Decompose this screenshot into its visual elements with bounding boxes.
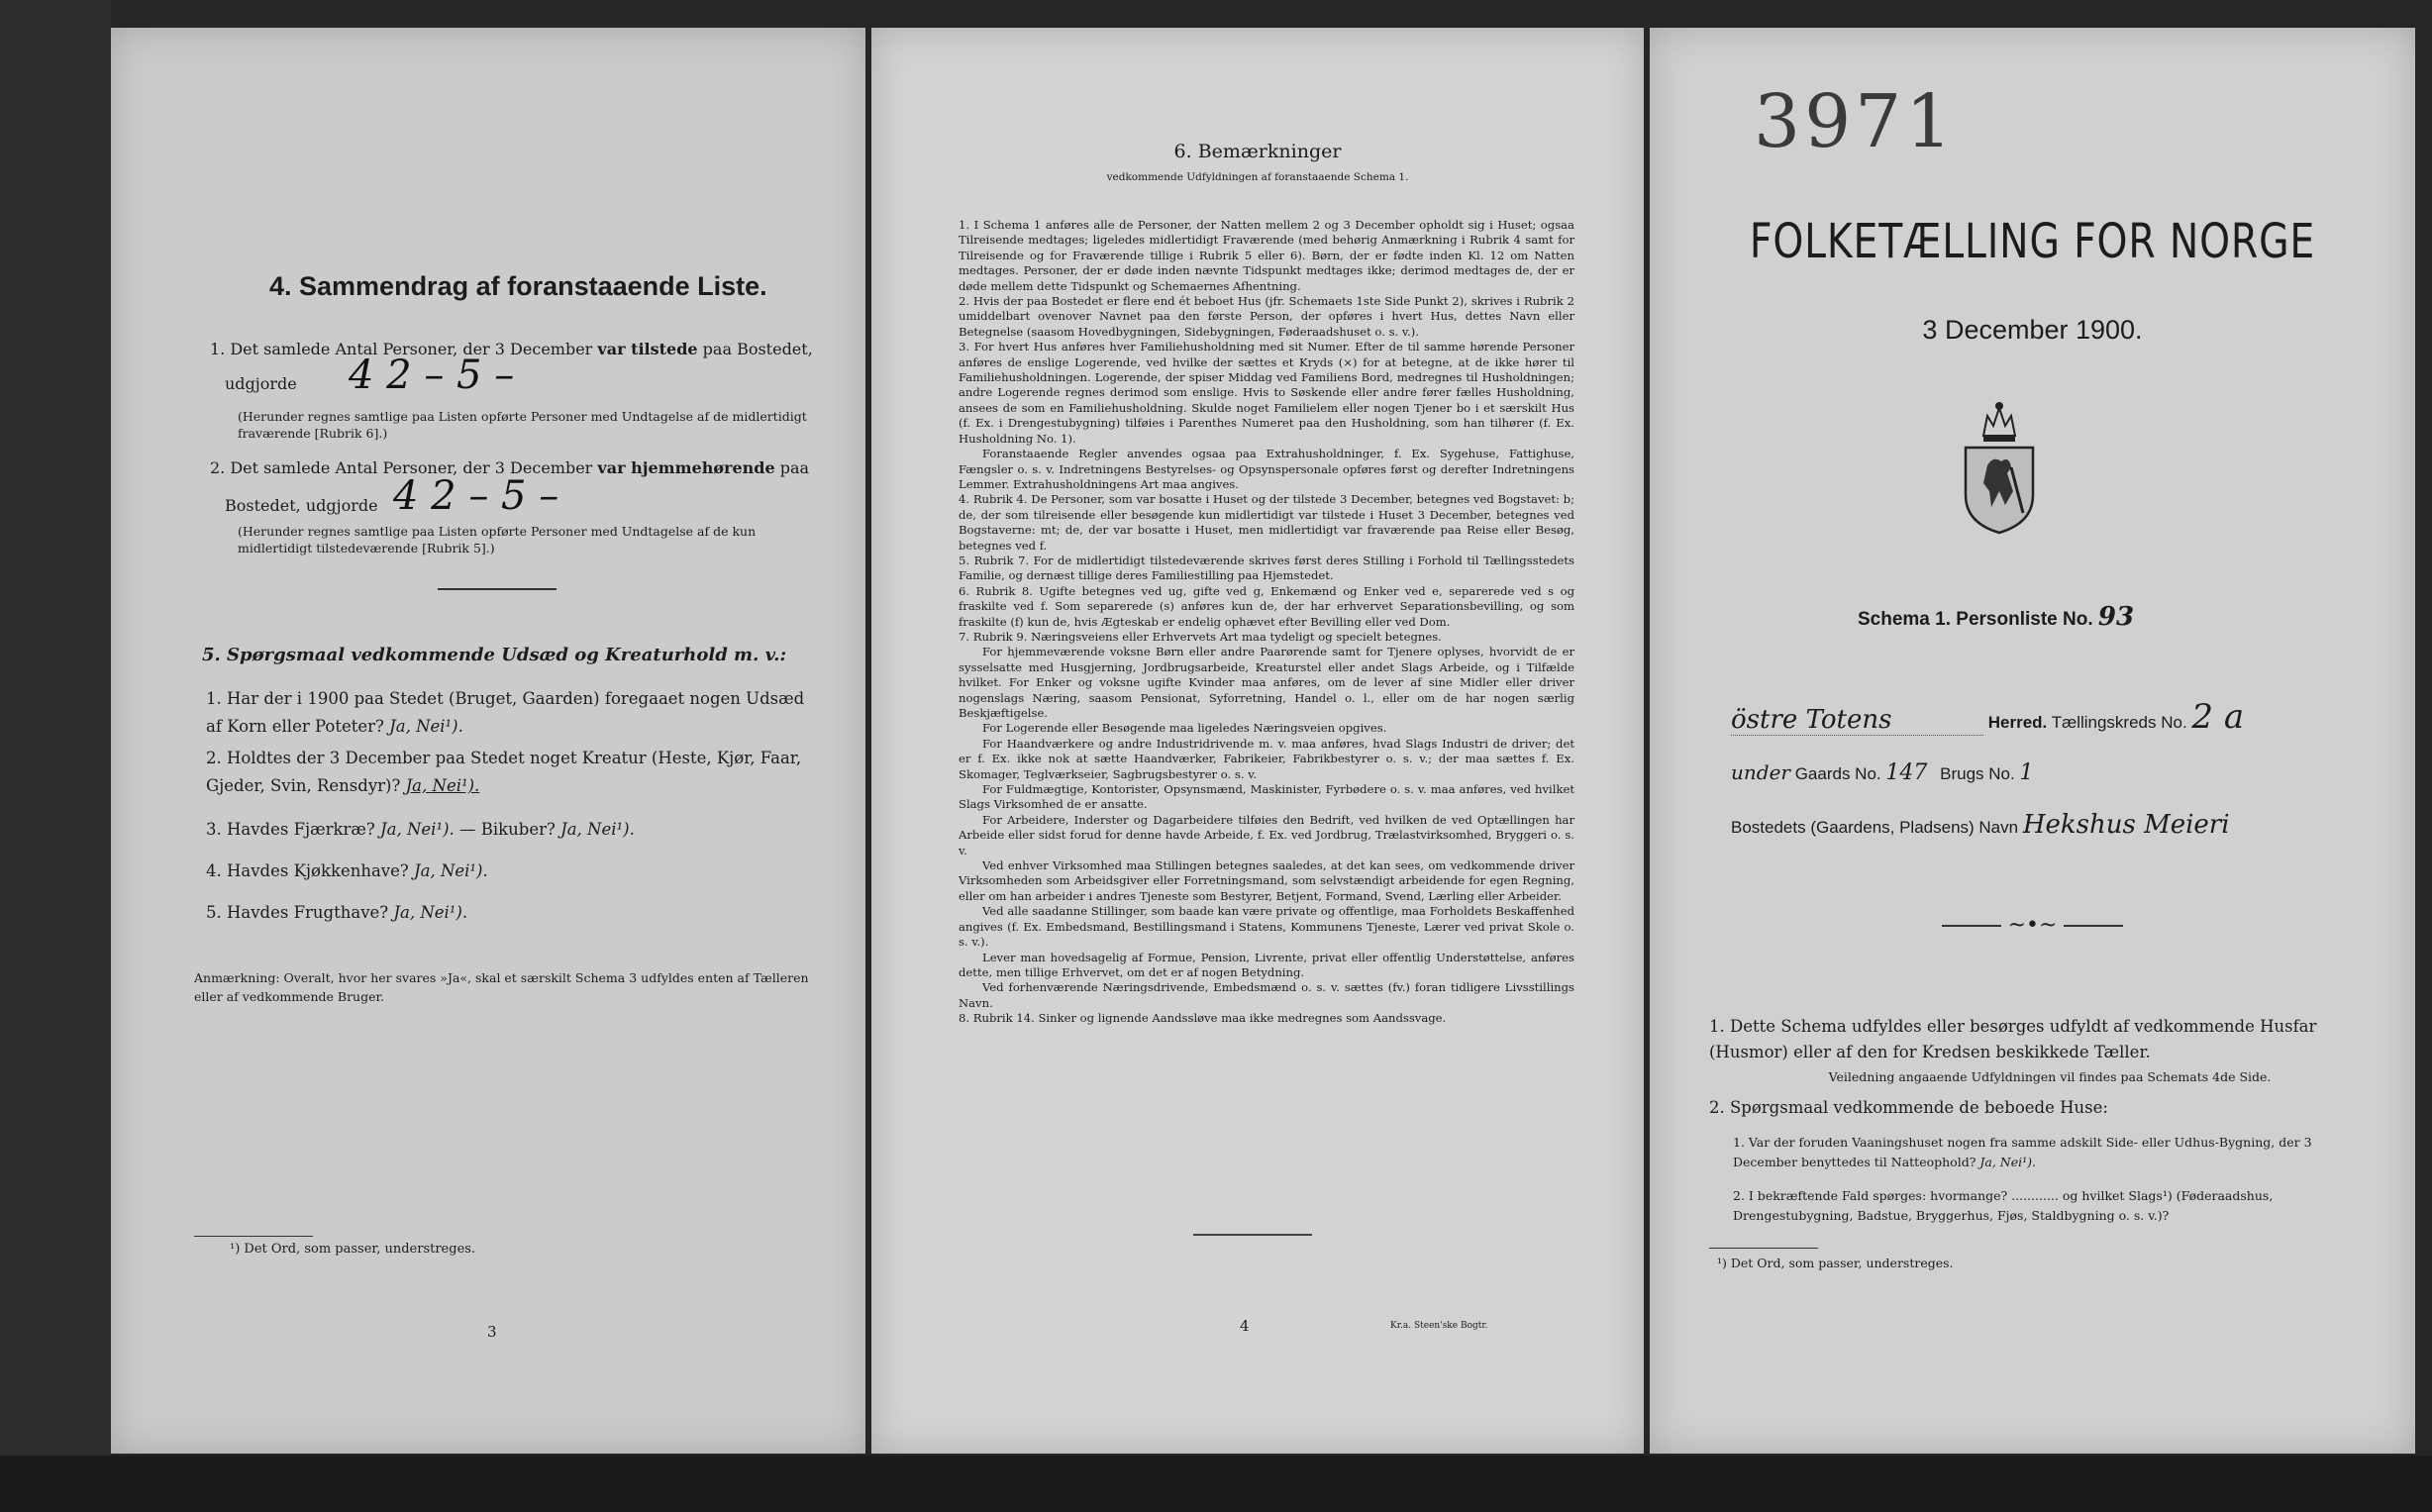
livestock-question: 2. Holdtes der 3 December paa Stedet noget Kreatur (Heste, Kjør, Faar, Gjeder, Svin, Rensdyr)? Ja, Nei¹). — [206, 749, 802, 795]
crop-question: 1. Har der i 1900 paa Stedet (Bruget, Gaarden) foregaaet nogen Udsæd af Korn eller Poteter? Ja, Nei¹). — [206, 689, 805, 736]
remark-paragraph: Ved forhenværende Næringsdrivende, Embedsmænd o. s. v. sættes (fv.) foran tidligere Livsstillings Navn. — [959, 980, 1574, 1010]
remarks-body — [959, 218, 1574, 1027]
page-three — [111, 28, 865, 1454]
remark-paragraph: 6. Rubrik 8. Ugifte betegnes ved ug, gifte ved g, Enkemænd og Enker ved e, separerede ved s og fraskilte ved f. Som separerede (s) anføres kun de, der har erhvervet Separationsbevilling, og som fraskilte (f) kun de, hvis Ægteskab er endelig ophævet efter Bevilling eller ved Dom. — [959, 583, 1574, 629]
residence-name-line: Bostedets (Gaardens, Pladsens) Navn Hekshus Meieri — [1731, 810, 2230, 840]
section-5-heading: 5. Spørgsmaal vedkommende Udsæd og Kreaturhold m. v.: — [202, 645, 787, 665]
remark-paragraph: 5. Rubrik 7. For de midlertidigt tilstedeværende skrives først deres Stilling i Forhold til Tællingsstedets Familie, og dernæst tillige deres Familiestilling paa Hjemstedet. — [959, 553, 1574, 583]
under-handwritten: under — [1731, 760, 1790, 784]
section-4-heading: 4. Sammendrag af foranstaaende Liste. — [269, 271, 767, 301]
remark-paragraph: 1. I Schema 1 anføres alle de Personer, der Natten mellem 2 og 3 December opholdt sig i Huset; ogsaa Tilreisende medtages; ligeledes midlertidigt Fraværende (med behørig Anmærkning i Rubrik 4 samt for Tilreisende og for Fraværende tillige i Rubrik 5 eller 6). Børn, der er fødte inden Kl. 12 om Natten medtages. Personer, der er døde inden nævnte Tidspunkt medtages ikke; derimod medtages de, der er døde mellem dette Tidspunkt og Schemaernes Afhentning. — [959, 218, 1574, 293]
orchard-question: 5. Havdes Frugthave? Ja, Nei¹). — [206, 903, 468, 922]
remark-note: Anmærkning: Overalt, hvor her svares »Ja«, skal et særskilt Schema 3 udfyldes enten af Tælleren eller af vedkommende Bruger. — [194, 970, 809, 1004]
census-date: 3 December 1900. — [1922, 315, 2143, 345]
remark-paragraph: 2. Hvis der paa Bostedet er flere end ét beboet Hus (jfr. Schemaets 1ste Side Punkt 2), skrives i Rubrik 2 umiddelbart ovenover Navnet paa den første Person, der opføres i hvert Hus, dettes Navn eller Betegnelse (saasom Hovedbygningen, Sidebygningen, Føderaadshuset o. s. v.). — [959, 294, 1574, 339]
summary-note-1: (Herunder regnes samtlige paa Listen opførte Personer med Undtagelse af de midlertidigt fraværende [Rubrik 6].) — [238, 409, 807, 441]
list-number-handwritten: 93 — [2097, 602, 2135, 632]
district-number-handwritten: 2 a — [2191, 697, 2245, 737]
summary-question-2: 2. Det samlede Antal Personer, der 3 December var hjemmehørende paa — [210, 458, 810, 477]
ornament-divider: ~•~ — [1650, 913, 2415, 938]
summary-udgjorde-label: udgjorde — [225, 374, 297, 393]
holding-number-handwritten: 1 — [2019, 760, 2034, 785]
page-number-3: 3 — [487, 1323, 497, 1341]
norway-coat-of-arms — [1960, 396, 2039, 539]
herred-handwritten: östre Totens — [1731, 705, 1983, 736]
document-title: FOLKETÆLLING FOR NORGE — [1749, 214, 2316, 269]
summary-bostedet-label: Bostedet, udgjorde — [225, 496, 378, 515]
coat-of-arms-icon — [1960, 396, 2039, 535]
poultry-question: 3. Havdes Fjærkræ? Ja, Nei¹). — Bikuber? Ja, Nei¹). — [206, 820, 635, 839]
remark-paragraph: Ved enhver Virksomhed maa Stillingen betegnes saaledes, at det kan sees, om vedkommende driver Virksomheden som Arbeidsgiver eller Forretningsmand, som selvstændigt arbeidende for egen Regning, eller om han arbeider i andres Tjeneste som Bestyrer, Betjent, Formand, Svend, Lærling eller Arbeider. — [959, 858, 1574, 903]
residence-name-handwritten: Hekshus Meieri — [2022, 810, 2230, 840]
page-one — [1650, 28, 2415, 1454]
page-number-4: 4 — [1240, 1317, 1250, 1335]
remark-paragraph: For hjemmeværende voksne Børn eller andre Paarørende samt for Tjenere oplyses, hvorvidt de er sysselsatte med Husgjerning, Jordbrugsarbeide, Kreaturstel eller andet Slags Arbeide, og i Tilfælde hvilket. For Enker og voksne ugifte Kvinder maa anføres, om de lever af sine Midler eller driver nogenslags Næring, saasom Pensionat, Syforretning, Handel o. l., eller om de har nogen særlig Beskjæftigelse. — [959, 645, 1574, 720]
remark-paragraph: Foranstaaende Regler anvendes ogsaa paa Extrahusholdninger, f. Ex. Sygehuse, Fattighuse, Fængsler o. s. v. Indretningens Bestyrelses- og Opsynspersonale opføres først og derefter Indretningens Lemmer. Extrahusholdningens Art maa angives. — [959, 447, 1574, 491]
remark-paragraph: 4. Rubrik 4. De Personer, som var bosatte i Huset og der tilstede 3 December, betegnes ved Bogstavet: b; de, der som tilreisende eller besøgende kun midlertidigt var tilstede i Huset 3 December, betegnes ved Bogstaverne: mt; de, der var bosatte i Huset, men midlertidigt var fraværende paa Reise eller Besøg, betegnes ved f. — [959, 492, 1574, 553]
schema-label: Schema 1. Personliste No. 93 — [1858, 602, 2135, 632]
instruction-2: 2. Spørgsmaal vedkommende de beboede Huse: — [1709, 1098, 2108, 1117]
building-question-1: 1. Var der foruden Vaaningshuset nogen fra samme adskilt Side- eller Udhus-Bygning, der 3 December benyttedes til Natteophold? Ja, Nei¹). — [1733, 1135, 2312, 1169]
scanner-background-left — [0, 0, 111, 1512]
printer-imprint: Kr.a. Steen'ske Bogtr. — [1390, 1321, 1488, 1331]
remark-paragraph: Lever man hovedsagelig af Formue, Pension, Livrente, privat eller offentlig Understøttelse, anføres dette, men tillige Erhvervet, om det er af nogen Betydning. — [959, 950, 1574, 979]
remark-paragraph: 3. For hvert Hus anføres hver Familiehusholdning med sit Numer. Efter de til samme hørende Personer anføres de enslige Logerende, ved hvilke der sættes et Kryds (×) for at betegne, at de ikke hører til Familiehusholdningen. Logerende, der spiser Middag ved Familiens Bord, medregnes til Husholdningen; andre Logerende regnes derimod som enslige. Hvis to Søskende eller andre fører fælles Husholdning, ansees de som en Familiehusholdning. Skulde noget Familielem eller nogen Tjener bo i et særskilt Hus (f. Ex. i Drengestubygning) tilføies i Parenthes Numeret paa den Husholdning, som han tilhører (f. Ex. Husholdning No. 1). — [959, 340, 1574, 446]
remarks-title: 6. Bemærkninger — [1173, 141, 1342, 162]
page-3-footnote: ¹) Det Ord, som passer, understreges. — [230, 1242, 476, 1257]
summary-question-1: 1. Det samlede Antal Personer, der 3 December var tilstede paa Bostedet, — [210, 340, 813, 358]
remark-paragraph: For Arbeidere, Inderster og Dagarbeidere tilføies den Bedrift, ved hvilken de ved Optællingen har Arbeide eller sidst forud for denne havde Arbeide, f. Ex. ved Jordbrug, Trælastvirksomhed, Bryggeri o. s. v. — [959, 812, 1574, 857]
present-count-handwritten: 4 2 – 5 – — [349, 353, 515, 398]
page-four — [871, 28, 1644, 1454]
footnote-rule — [1709, 1248, 1818, 1249]
resident-count-handwritten: 4 2 – 5 – — [393, 473, 559, 519]
footnote-rule — [194, 1236, 313, 1237]
instruction-1-note: Veiledning angaaende Udfyldningen vil findes paa Schemats 4de Side. — [1828, 1069, 2272, 1084]
instruction-1: 1. Dette Schema udfyldes eller besørges udfyldt af vedkommende Husfar (Husmor) eller af den for Kredsen beskikkede Tæller. — [1709, 1017, 2317, 1061]
summary-note-2: (Herunder regnes samtlige paa Listen opførte Personer med Undtagelse af de kun midlertidigt tilstedeværende [Rubrik 5].) — [238, 524, 757, 555]
farm-number-handwritten: 147 — [1885, 760, 1928, 785]
remark-paragraph: For Logerende eller Besøgende maa ligeledes Næringsveien opgives. — [982, 721, 1387, 736]
remark-paragraph: For Fuldmægtige, Kontorister, Opsynsmænd, Maskinister, Fyrbødere o. s. v. maa anføres, ved hvilket Slags Virksomhed de er ansatte. — [959, 782, 1574, 812]
scanner-background-bottom — [0, 1456, 2432, 1512]
farm-number-line: under Gaards No. 147 Brugs No. 1 — [1731, 760, 2034, 785]
archive-number-handwritten: 3971 — [1754, 79, 1957, 164]
kitchen-garden-question: 4. Havdes Kjøkkenhave? Ja, Nei¹). — [206, 861, 488, 880]
page-1-footnote: ¹) Det Ord, som passer, understreges. — [1717, 1256, 1954, 1270]
remarks-subtitle: vedkommende Udfyldningen af foranstaaende Schema 1. — [1106, 171, 1409, 183]
building-question-2: 2. I bekræftende Fald spørges: hvormange? ............ og hvilket Slags¹) (Føderaadshus, Drengestubygning, Badstue, Bryggerhus, Fjøs, Staldbygning o. s. v.)? — [1733, 1188, 2274, 1223]
remark-paragraph: 7. Rubrik 9. Næringsveiens eller Erhvervets Art maa tydeligt og specielt betegnes. — [959, 629, 1442, 644]
remark-paragraph: For Haandværkere og andre Industridrivende m. v. maa anføres, hvad Slags Industri de driver; det er f. Ex. ikke nok at sætte Haandværker, Fabrikeier, Fabrikbestyrer o. s. v.; der maa sættes f. Ex. Skomager, Teglværkseier, Sagbrugsbestyrer o. s. v. — [959, 736, 1574, 781]
herred-line: östre Totens Herred. Tællingskreds No. 2 a — [1731, 697, 2245, 737]
remark-paragraph: 8. Rubrik 14. Sinker og lignende Aandssløve maa ikke medregnes som Aandssvage. — [959, 1011, 1447, 1026]
section-divider — [438, 588, 557, 590]
remark-paragraph: Ved alle saadanne Stillinger, som baade kan være private og offentlige, maa Forholdets Beskaffenhed angives (f. Ex. Embedsmand, Bestillingsmand i Statens, Kommunens Tjeneste, Lærer ved privat Skole o. s. v.). — [959, 904, 1574, 950]
end-rule — [1193, 1234, 1312, 1236]
